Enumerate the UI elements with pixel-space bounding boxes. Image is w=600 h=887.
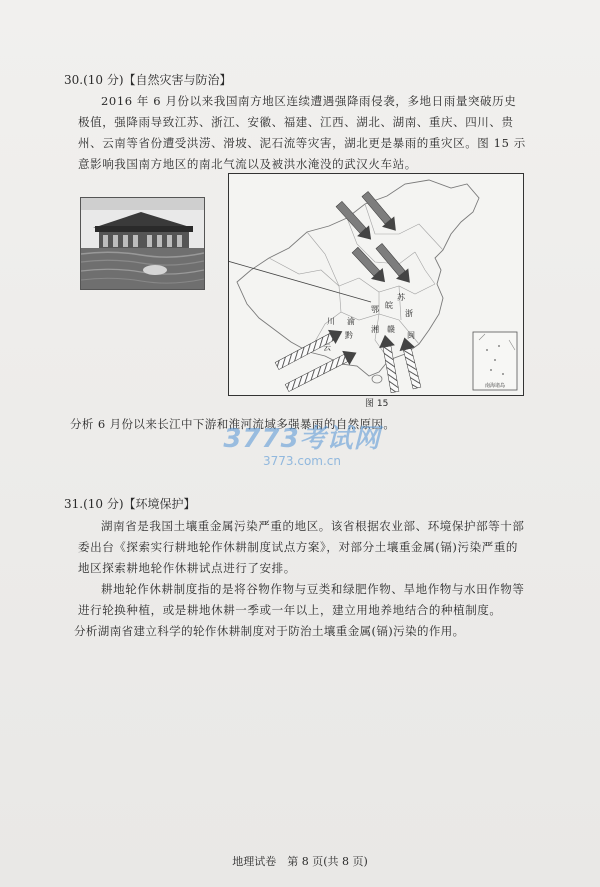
label-e: 鄂: [371, 305, 379, 314]
q31-heading: 31.(10 分)【环境保护】: [64, 497, 196, 511]
watermark-logo: 3773考试网: [223, 424, 381, 454]
inset-label: 南海诸岛: [484, 383, 506, 389]
label-xiang: 湘: [371, 325, 379, 334]
label-chuan: 川: [327, 317, 335, 326]
label-gan: 赣: [387, 325, 395, 334]
q31-passage-1: 湖南省是我国土壤重金属污染严重的地区。该省根据农业部、环境保护部等十部委出台《探索实行耕地轮作休耕制度试点方案》，对部分土壤重金属(镉)污染严重的地区探索耕地轮作休耕试点进行了安排。: [78, 519, 525, 575]
q30-passage: 2016 年 6 月份以来我国南方地区连续遭遇强降雨侵袭，多地日雨量突破历史极值，强降雨导致江苏、浙江、安徽、福建、江西、湖北、湖南、重庆、四川、贵州、云南等省份遭受洪涝、滑坡、泥石流等灾害，湖北更是暴雨的重灾区。图 15 示意影响我国南方地区的南北气流以及被洪水淹没的武汉火车站。: [78, 94, 526, 171]
label-min: 闽: [407, 331, 415, 340]
label-su: 苏: [397, 293, 405, 302]
watermark-url: 3773.com.cn: [263, 454, 341, 468]
china-outline: [237, 180, 479, 376]
q31-passage-2: 耕地轮作休耕制度指的是将谷物作物与豆类和绿肥作物、旱地作物与水田作物等进行轮换种植，或是耕地休耕一季或一年以上，建立用地养地结合的种植制度。: [78, 582, 525, 617]
label-yu: 渝: [347, 317, 355, 326]
label-qian: 黔: [345, 331, 353, 340]
page-footer: 地理试卷 第 8 页(共 8 页): [232, 855, 368, 868]
north-wind-arrows: [333, 189, 416, 288]
label-zhe: 浙: [405, 309, 413, 318]
china-map-figure: [228, 173, 524, 396]
label-wan: 皖: [385, 301, 393, 310]
q30-heading: 30.(10 分)【自然灾害与防治】: [64, 73, 232, 87]
q30-question: 分析 6 月份以来长江中下游和淮河流域多强暴雨的自然原因。: [70, 417, 396, 431]
figure-caption: 图 15: [365, 399, 389, 409]
flooded-station-photo: [80, 197, 205, 290]
q31-question: 分析湖南省建立科学的轮作休耕制度对于防治土壤重金属(镉)污染的作用。: [74, 624, 465, 638]
site-watermark: [222, 425, 382, 468]
label-yun: 云: [323, 343, 331, 352]
